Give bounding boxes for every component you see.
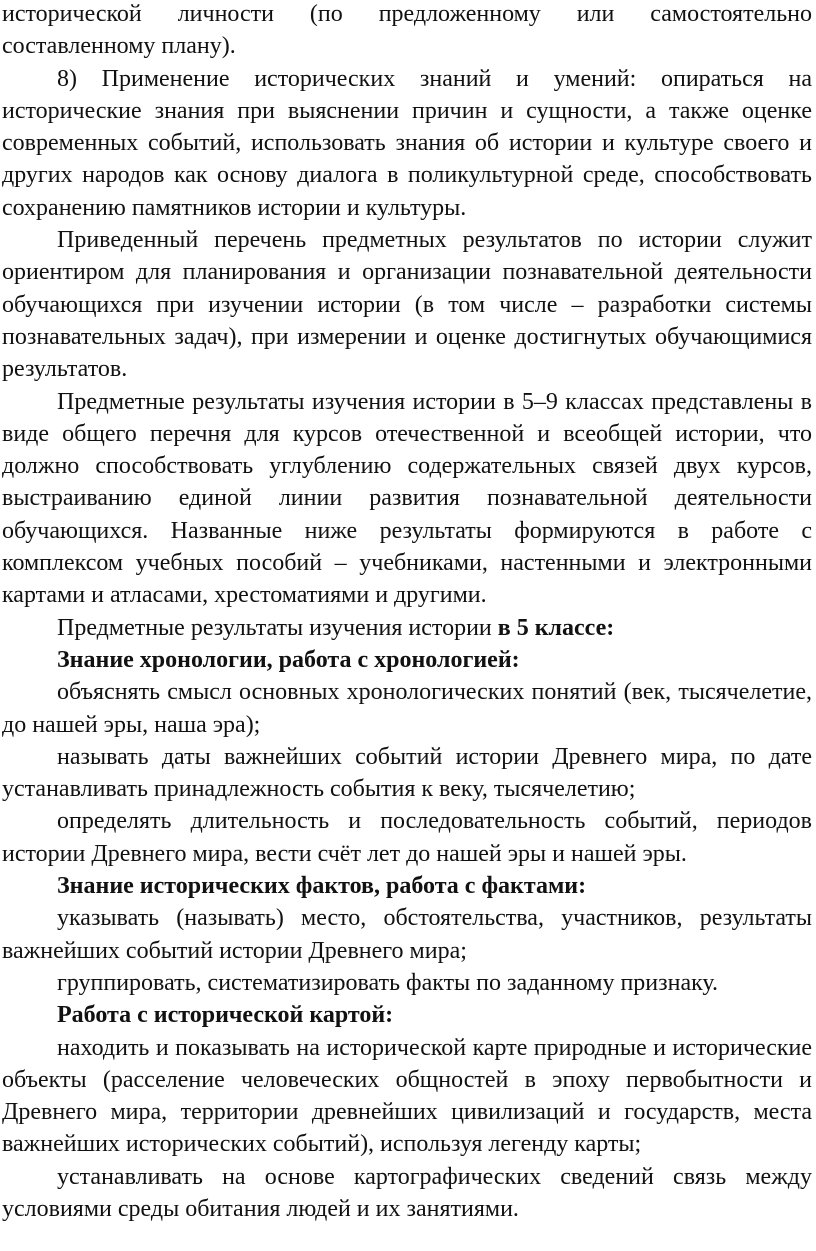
paragraph-results-list-purpose: Приведенный перечень предметных результатов по истории служит ориентиром для планирования и организации познавательной деятельности обучающихся при изучении истории (в том числе – разработки системы познавательных задач), при измерении и оценке достигнутых обучающимися результатов.	[2, 227, 812, 383]
paragraph-results-5-9-grades: Предметные результаты изучения истории в 5–9 классах представлены в виде общего перечня для курсов отечественной и всеобщей истории, что должно способствовать углублению содержательных связей двух курсов, выстраиванию единой линии развития познавательной деятельности обучающихся. Названные ниже результаты формируются в работе с комплексом учебных пособий – учебниками, настенными и электронными картами и атласами, хрестоматиями и другими.	[2, 388, 812, 609]
paragraph-application-of-knowledge: 8) Применение исторических знаний и умений: опираться на исторические знания при выяснении причин и сущности, а также оценке современных событий, использовать знания об истории и культуре своего и других народов как основу диалога в поликультурной среде, способствовать сохранению памятников истории и культуры.	[2, 65, 812, 221]
item-explain-chronology-concepts: объяснять смысл основных хронологических понятий (век, тысячелетие, до нашей эры, наша эра);	[2, 679, 812, 738]
paragraph-grade-5-intro	[2, 612, 812, 644]
heading-chronology: Знание хронологии, работа с хронологией:	[57, 646, 520, 673]
heading-historical-map: Работа с исторической картой:	[57, 1002, 394, 1029]
grade-5-label: в 5 классе:	[497, 614, 615, 641]
grade-5-intro-text: Предметные результаты изучения истории	[57, 614, 498, 641]
item-determine-duration: определять длительность и последовательность событий, периодов истории Древнего мира, вести счёт лет до нашей эры и нашей эры.	[2, 808, 812, 867]
paragraph-historical-personality-end: исторической личности (по предложенному или самостоятельно составленному плану).	[2, 1, 812, 60]
heading-historical-facts: Знание исторических фактов, работа с фактами:	[57, 873, 587, 900]
item-group-facts: группировать, систематизировать факты по заданному признаку.	[57, 969, 719, 996]
item-find-on-map: находить и показывать на исторической карте природные и исторические объекты (расселение человеческих общностей в эпоху первобытности и Древнего мира, территории древнейших цивилизаций и государств, места важнейших исторических событий), используя легенду карты;	[2, 1034, 812, 1158]
item-establish-connection: устанавливать на основе картографических сведений связь между условиями среды обитания людей и их занятиями.	[2, 1163, 812, 1222]
item-name-dates: называть даты важнейших событий истории Древнего мира, по дате устанавливать принадлежность события к веку, тысячелетию;	[2, 743, 812, 803]
item-indicate-place: указывать (называть) место, обстоятельства, участников, результаты важнейших событий истории Древнего мира;	[2, 905, 812, 964]
